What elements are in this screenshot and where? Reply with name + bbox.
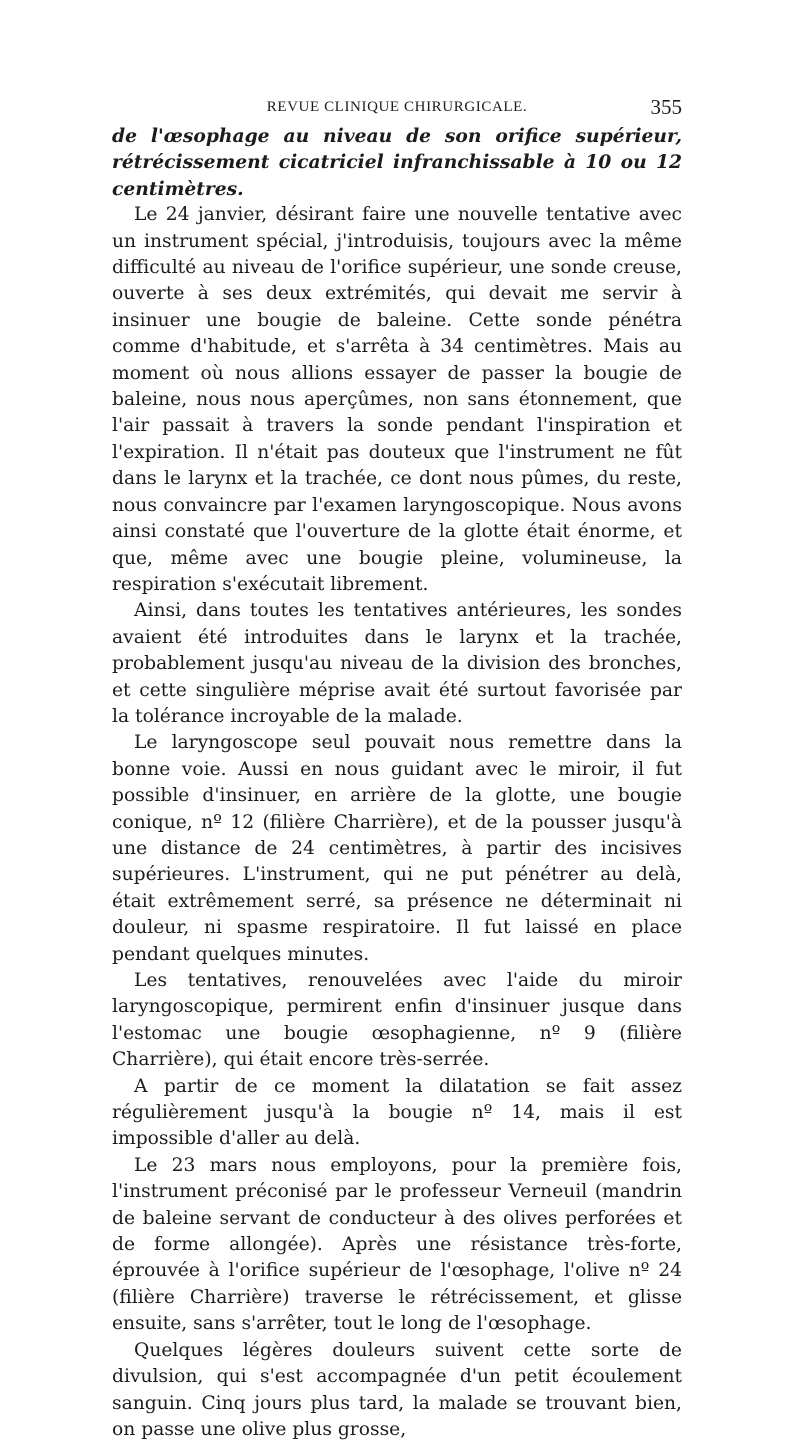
paragraph: Le 24 janvier, désirant faire une nouvelle tentative avec un instrument spécial, j'introduisis, toujours avec la même difficulté au niveau de l'orifice supérieur, une sonde creuse, ouverte à ses deux extrémités, qui devait me servir à insinuer une bougie de baleine. Cette sonde pénétra comme d'habitude, et s'arrêta à 34 centimètres. Mais au moment où nous allions essayer de passer la bougie de baleine, nous nous aperçûmes, non sans étonnement, que l'air passait à travers la sonde pendant l'inspiration et l'expiration. Il n'était pas douteux que l'instrument ne fût dans le larynx et la trachée, ce dont nous pûmes, du reste, nous convaincre par l'examen laryngoscopique. Nous avons ainsi constaté que l'ouverture de la glotte était énorme, et que, même avec une bougie pleine, volumineuse, la respiration s'exécutait librement. [112,204,682,595]
paragraph: Les tentatives, renouvelées avec l'aide du miroir laryngoscopique, permirent enfin d'insinuer jusque dans l'estomac une bougie œsophagienne, nº 9 (filière Charrière), qui était encore très-serrée. [112,970,682,1071]
body-text [112,123,682,1443]
paragraph-continuation: de l'œsophage au niveau de son orifice supérieur, rétrécissement cicatriciel infranchissable à 10 ou 12 centimètres. [112,125,682,200]
paragraph: Quelques légères douleurs suivent cette sorte de divulsion, qui s'est accompagnée d'un petit écoulement sanguin. Cinq jours plus tard, la malade se trouvant bien, on passe une olive plus grosse, [112,1339,682,1440]
running-head [112,95,682,123]
paragraph: Le laryngoscope seul pouvait nous remettre dans la bonne voie. Aussi en nous guidant avec le miroir, il fut possible d'insinuer, en arrière de la glotte, une bougie conique, nº 12 (filière Charrière), et de la pousser jusqu'à une distance de 24 centimètres, à partir des incisives supérieures. L'instrument, qui ne put pénétrer au delà, était extrêmement serré, sa présence ne déterminait ni douleur, ni spasme respiratoire. Il fut laissé en place pendant quelques minutes. [112,732,682,965]
running-title: REVUE CLINIQUE CHIRURGICALE. [266,99,528,115]
page-number: 355 [650,95,682,119]
page [112,95,682,1443]
paragraph: A partir de ce moment la dilatation se fait assez régulièrement jusqu'à la bougie nº 14, mais il est impossible d'aller au delà. [112,1075,682,1150]
paragraph: Ainsi, dans toutes les tentatives antérieures, les sondes avaient été introduites dans le larynx et la trachée, probablement jusqu'au niveau de la division des bronches, et cette singulière méprise avait été surtout favorisée par la tolérance incroyable de la malade. [112,600,682,727]
paragraph: Le 23 mars nous employons, pour la première fois, l'instrument préconisé par le professeur Verneuil (mandrin de baleine servant de conducteur à des olives perforées et de forme allongée). Après une résistance très-forte, éprouvée à l'orifice supérieur de l'œsophage, l'olive nº 24 (filière Charrière) traverse le rétrécissement, et glisse ensuite, sans s'arrêter, tout le long de l'œsophage. [112,1154,682,1335]
